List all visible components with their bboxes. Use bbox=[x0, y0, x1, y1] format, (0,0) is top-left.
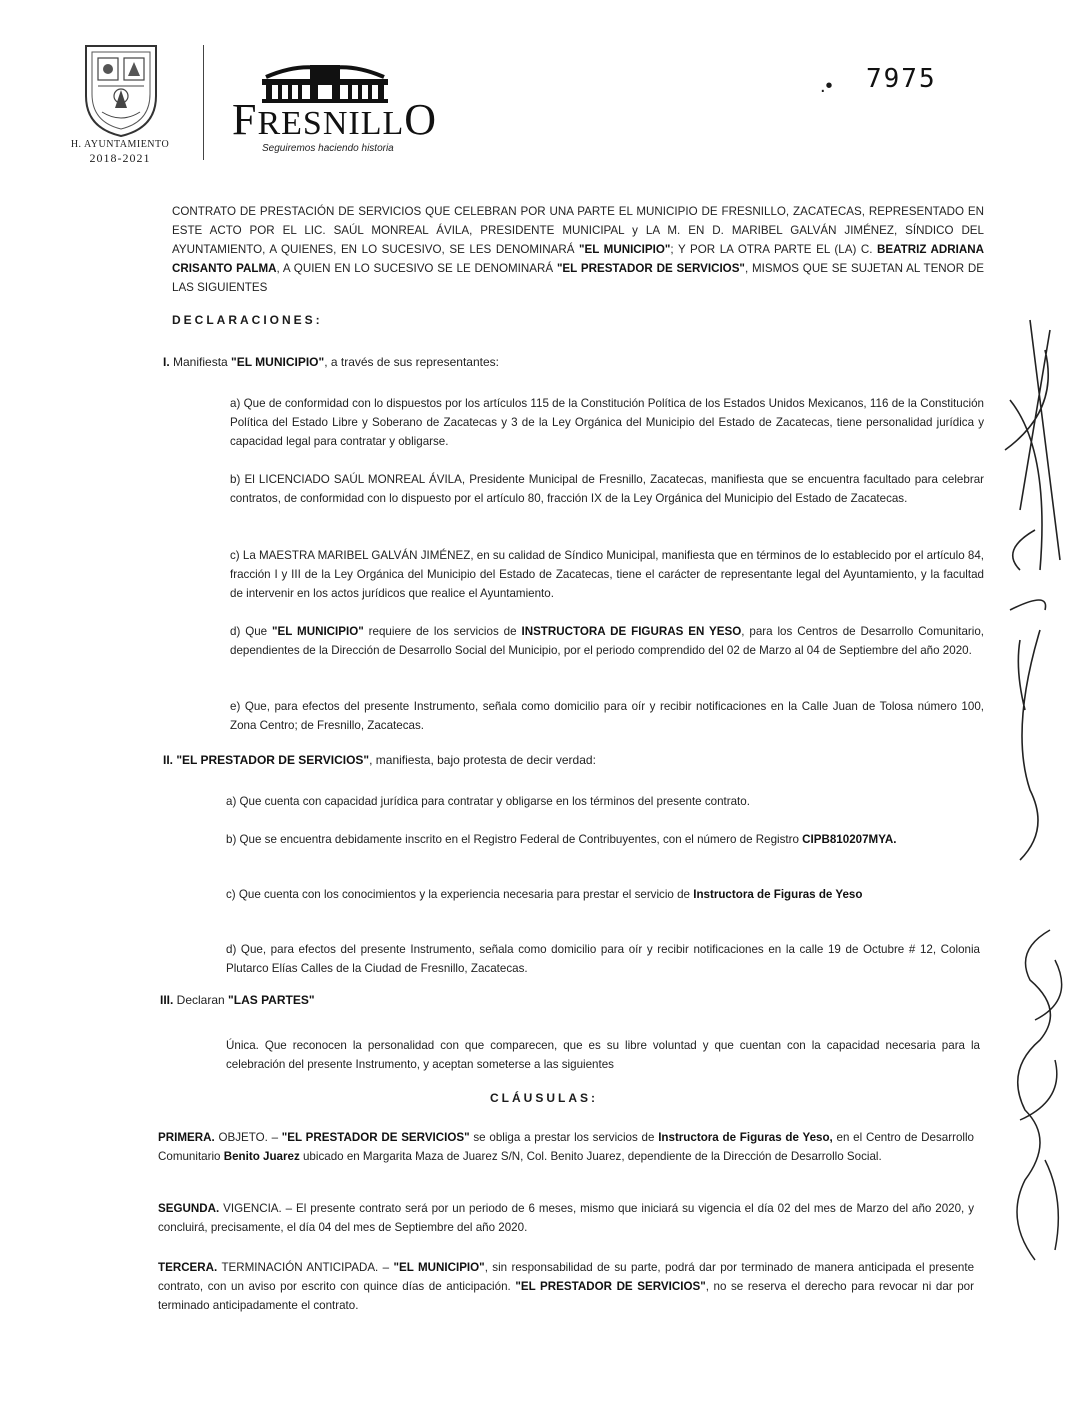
seal-caption-line1: H. AYUNTAMIENTO bbox=[70, 139, 170, 150]
clause2-text: VIGENCIA. – El presente contrato será por un periodo de 6 meses, mismo que iniciará su vigencia el día 02 del mes de Marzo del año 2020, y concluirá, precisamente, el día 04 del mes de Septiembre del año 2020. bbox=[158, 1202, 974, 1234]
document-number: 7975 bbox=[866, 64, 937, 94]
section2-c-pre: c) Que cuenta con los conocimientos y la experiencia necesaria para prestar el servicio de bbox=[226, 888, 694, 901]
section1-d-post: , para los Centros de Desarrollo Comunitario, dependientes de la Dirección de Desarrollo Social del Municipio, por el periodo comprendido del 02 de Marzo al 04 de Septiembre del año 2020. bbox=[230, 625, 984, 657]
section3-title-bold: "LAS PARTES" bbox=[228, 993, 315, 1007]
clause1-mid: se obliga a prestar los servicios de bbox=[469, 1131, 659, 1144]
section2-c-bold: Instructora de Figuras de Yeso bbox=[693, 888, 863, 901]
section1-title bbox=[163, 353, 863, 372]
section2-item-a: a) Que cuenta con capacidad jurídica para contratar y obligarse en los términos del presente contrato. bbox=[226, 795, 750, 808]
clause-primera bbox=[158, 1128, 974, 1166]
clause-tercera bbox=[158, 1258, 974, 1315]
section1-d-pre: d) Que bbox=[230, 625, 273, 638]
section2-b-pre: b) Que se encuentra debidamente inscrito en el Registro Federal de Contribuyentes, con el número de Registro bbox=[226, 833, 803, 846]
intro-bold-municipio: "EL MUNICIPIO" bbox=[579, 243, 671, 256]
clause3-pre: TERMINACIÓN ANTICIPADA. – bbox=[217, 1261, 394, 1274]
section1-title-post: , a través de sus representantes: bbox=[324, 355, 499, 369]
clause1-bold2: Instructora de Figuras de Yeso, bbox=[658, 1131, 833, 1144]
section2-numeral: II. bbox=[163, 753, 174, 767]
clause3-label: TERCERA. bbox=[158, 1261, 218, 1274]
section1-d-bold1: "EL MUNICIPIO" bbox=[272, 625, 364, 638]
clause1-mid2: en el Centro de Desarrollo Comunitario bbox=[158, 1131, 974, 1163]
section1-item-d bbox=[230, 622, 984, 660]
section1-item-b: b) El LICENCIADO SAÚL MONREAL ÁVILA, Presidente Municipal de Fresnillo, Zacatecas, manifiesta que se encuentra facultado para celebrar contratos, de conformidad con lo dispuesto por el artículo 80, fracción IX de la Ley Orgánica del Municipio del Estado de Zacatecas. bbox=[230, 473, 984, 505]
intro-text-2: ; Y POR LA OTRA PARTE EL (LA) C. bbox=[670, 243, 878, 256]
intro-bold-prestador: "EL PRESTADOR DE SERVICIOS" bbox=[556, 262, 745, 275]
clause1-label: PRIMERA. bbox=[158, 1131, 215, 1144]
clause3-bold2: "EL PRESTADOR DE SERVICIOS" bbox=[515, 1280, 706, 1293]
intro-paragraph bbox=[172, 202, 984, 297]
section2-item-d: d) Que, para efectos del presente Instrumento, señala como domicilio para oír y recibir notificaciones en la calle 19 de Octubre # 12, Colonia Plutarco Elías Calles de la Ciudad de Fresnillo, Zacatecas. bbox=[226, 943, 980, 975]
section2-title-bold: "EL PRESTADOR DE SERVICIOS" bbox=[173, 753, 370, 767]
section3-unica: Única. Que reconocen la personalidad con que comparecen, que es su libre voluntad y que cuentan con la capacidad necesaria para la celebración del presente Instrumento, y aceptan someterse a las siguientes bbox=[226, 1039, 980, 1071]
seal-caption-line2: 2018-2021 bbox=[89, 151, 151, 165]
margin-signature-rotated bbox=[995, 920, 1085, 1270]
brand-name-first: F bbox=[232, 95, 258, 144]
intro-text-3: , A QUIEN EN LO SUCESIVO SE LE DENOMINARÁ bbox=[276, 262, 557, 275]
clause1-bold3: Benito Juarez bbox=[223, 1150, 300, 1163]
clause-segunda bbox=[158, 1199, 974, 1237]
section1-title-bold: "EL MUNICIPIO" bbox=[231, 355, 325, 369]
section1-item-a: a) Que de conformidad con lo dispuestos por los artículos 115 de la Constitución Política de los Estados Unidos Mexicanos, 116 de la Constitución Política del Estado Libre y Soberano de Zacatecas y 3 de la Ley Orgánica del Municipio del Estado de Zacatecas, tiene personalidad jurídica y capacidad legal para contratar y obligarse. bbox=[230, 397, 984, 448]
clause1-post: ubicado en Margarita Maza de Juarez S/N, Col. Benito Juarez, dependiente de la Dirección de Desarrollo Social. bbox=[299, 1150, 882, 1163]
header-divider bbox=[203, 45, 204, 160]
intro-text-1: CONTRATO DE PRESTACIÓN DE SERVICIOS QUE CELEBRAN POR UNA PARTE EL MUNICIPIO DE FRESNILLO, ZACATECAS, REPRESENTADO EN ESTE ACTO POR EL LIC. SAÚL MONREAL ÁVILA, PRESIDENTE MUNICIPAL y LA M. EN D. MARIBEL GALVÁN JIMÉNEZ, SÍNDICO DEL AYUNTAMIENTO, A QUIENES, EN LO SUCESIVO, SE LES DENOMINARÁ bbox=[172, 205, 984, 256]
section1-d-bold2: INSTRUCTORA DE FIGURAS EN YESO bbox=[521, 625, 742, 638]
section1-item-c: c) La MAESTRA MARIBEL GALVÁN JIMÉNEZ, en su calidad de Síndico Municipal, manifiesta que en términos de lo establecido por el artículo 84, fracción I y III de la Ley Orgánica del Municipio del Estado de Zacatecas, tiene el carácter de representante legal del Ayuntamiento, y la facultad de intervenir en los actos jurídicos que realice el Ayuntamiento. bbox=[230, 549, 984, 600]
section2-rfc-number: CIPB810207MYA. bbox=[802, 833, 897, 846]
clause1-bold1: "EL PRESTADOR DE SERVICIOS" bbox=[281, 1131, 470, 1144]
brand-name-middle: RESNILL bbox=[257, 105, 405, 142]
brand-name bbox=[232, 95, 438, 144]
intro-text-4: , MISMOS QUE SE SUJETAN AL TENOR DE LAS SIGUIENTES bbox=[172, 262, 984, 294]
declarations-heading: DECLARACIONES: bbox=[172, 313, 323, 327]
intro-bold-provider-name: BEATRIZ ADRIANA CRISANTO PALMA bbox=[172, 243, 985, 275]
clauses-heading: CLÁUSULAS: bbox=[490, 1091, 598, 1105]
section3-numeral: III. bbox=[160, 993, 174, 1007]
brand-name-last: O bbox=[404, 95, 438, 144]
section1-d-mid: requiere de los servicios de bbox=[363, 625, 522, 638]
section2-title-post: , manifiesta, bajo protesta de decir verdad: bbox=[369, 753, 596, 767]
section2-title bbox=[163, 751, 863, 770]
section3-title-pre: Declaran bbox=[173, 993, 229, 1007]
section2-item-b bbox=[226, 830, 980, 849]
clause2-label: SEGUNDA. bbox=[158, 1202, 220, 1215]
margin-signature bbox=[990, 310, 1080, 870]
clause1-pre: OBJETO. – bbox=[214, 1131, 282, 1144]
section1-numeral: I. bbox=[163, 355, 170, 369]
section1-title-pre: Manifiesta bbox=[169, 355, 232, 369]
clause3-bold1: "EL MUNICIPIO" bbox=[393, 1261, 485, 1274]
clause3-post: , no se reserva el derecho para revocar ni dar por terminado anticipadamente el contrato. bbox=[158, 1280, 974, 1312]
doc-marker: .• bbox=[820, 75, 833, 97]
section1-item-e: e) Que, para efectos del presente Instrumento, señala como domicilio para oír y recibir notificaciones en la Calle Juan de Tolosa número 100, Zona Centro; de Fresnillo, Zacatecas. bbox=[230, 700, 984, 732]
building-logo-icon bbox=[258, 55, 392, 103]
clause3-mid: , sin responsabilidad de su parte, podrá dar por terminado de manera anticipada el presente contrato, con un aviso por escrito con quince días de anticipación. bbox=[158, 1261, 975, 1293]
brand-tagline: Seguiremos haciendo historia bbox=[262, 143, 394, 154]
section2-item-c bbox=[226, 885, 980, 904]
municipal-seal bbox=[80, 38, 162, 138]
section3-title bbox=[160, 991, 860, 1010]
